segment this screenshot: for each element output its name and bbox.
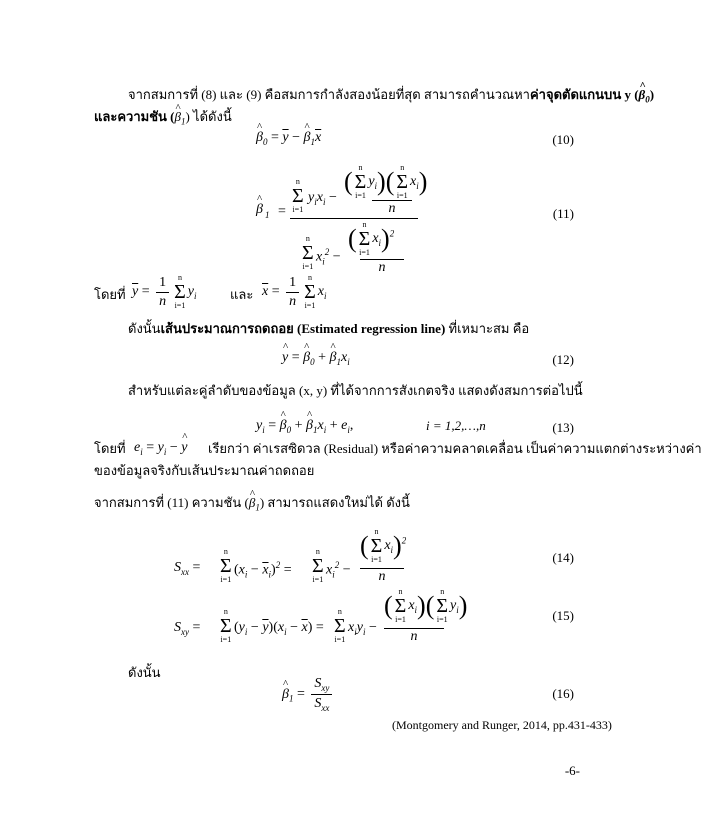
- regression-line-term: เส้นประมาณการถดถอย (Estimated regression line): [160, 321, 446, 336]
- intro-line-1: จากสมการที่ (8) และ (9) คือสมการกำลังสองน้อยที่สุด สามารถคำนวณหาค่าจุดตัดแกนบน y (^ $\beta_0$): [128, 86, 654, 109]
- equation-14: $S_{xx}$ = n Σ i=1 $(x_i - \overline{x}_i)^2$ = n Σ i=1 $x_i^2$ − ( n Σ i=1 $x_i)^2$ n: [174, 527, 407, 584]
- eq-number-11: (11): [552, 206, 574, 221]
- mean-x-formula: $\overline{x}$ = $\frac{1}{n}$ n Σ i=1 $x_i$: [262, 273, 327, 310]
- index-range: i = 1,2,…,n: [426, 418, 486, 433]
- eq-number-13: (13): [552, 420, 574, 435]
- intro-text: จากสมการที่ (8) และ (9) คือสมการกำลังสองน้อยที่สุด สามารถคำนวณหา: [128, 87, 530, 102]
- eq-number-15: (15): [552, 608, 574, 623]
- observation-paragraph: สำหรับแต่ละคู่ลำดับของข้อมูล (x, y) ที่ได้จากการสังเกตจริง แสดงดังสมการต่อไปนี้: [128, 383, 583, 398]
- page-number: -6-: [564, 763, 580, 778]
- slope-bold: และความชัน (: [94, 109, 175, 124]
- equation-10: ^ $\beta_0 = \overline{y}$ − ^ $\beta_1\overline{x}$: [256, 130, 321, 147]
- intro-line-2: และความชัน (^ $\beta_1$) ได้ดังนี้: [94, 108, 232, 131]
- intro-bold: ค่าจุดตัดแกนบน y (: [529, 87, 639, 102]
- equation-15: $S_{xy}$ = n Σ i=1 $(y_i - \overline{y})(x_i - \overline{x})$ = n Σ i=1 $x_iy_i$ − ( n Σ i=1 $x_i$)( n Σ i=1 $y_i$) n: [174, 587, 468, 644]
- equation-12: ^ y = ^ $\beta_0$ + ^ $\beta_1x_i$: [282, 350, 350, 367]
- eq-number-12: (12): [552, 352, 574, 367]
- slope-reexpress-paragraph: จากสมการที่ (11) ความชัน (^ $\beta_1$) สามารถแสดงใหม่ได้ ดังนี้: [94, 494, 410, 517]
- where-label-1: โดยที่: [94, 287, 126, 302]
- eq-number-10: (10): [552, 132, 574, 147]
- eq-number-14: (14): [552, 550, 574, 565]
- therefore-label: ดังนั้น: [128, 665, 161, 680]
- and-label: และ: [230, 287, 254, 302]
- citation: (Montgomery and Runger, 2014, pp.431-433): [392, 718, 612, 732]
- where-label-2: โดยที่: [94, 441, 126, 456]
- eq-number-16: (16): [552, 686, 574, 701]
- residual-description-2: ของข้อมูลจริงกับเส้นประมาณค่าถดถอย: [94, 463, 315, 478]
- slope-rest: ) ได้ดังนี้: [185, 109, 232, 124]
- residual-description: เรียกว่า ค่าเรสซิดวล (Residual) หรือค่าความคลาดเคลื่อน เป็นค่าความแตกต่างระหว่างค่า: [208, 441, 702, 456]
- equation-16: ^ $\beta_1$ = $\frac{S_{xy}}{S_{xx}}$: [282, 676, 335, 713]
- mean-y-formula: $\overline{y}$ = $\frac{1}{n}$ n Σ i=1 $y_i$: [132, 273, 197, 310]
- residual-formula: $e_i = y_i$ − ^ y: [134, 440, 188, 457]
- regression-line-paragraph: ดังนั้นเส้นประมาณการถดถอย (Estimated regression line) ที่เหมาะสม คือ: [128, 321, 530, 336]
- equation-13: $y_i$ = ^ $\beta_0$ + ^ $\beta_1x_i + e_i$,: [256, 418, 353, 435]
